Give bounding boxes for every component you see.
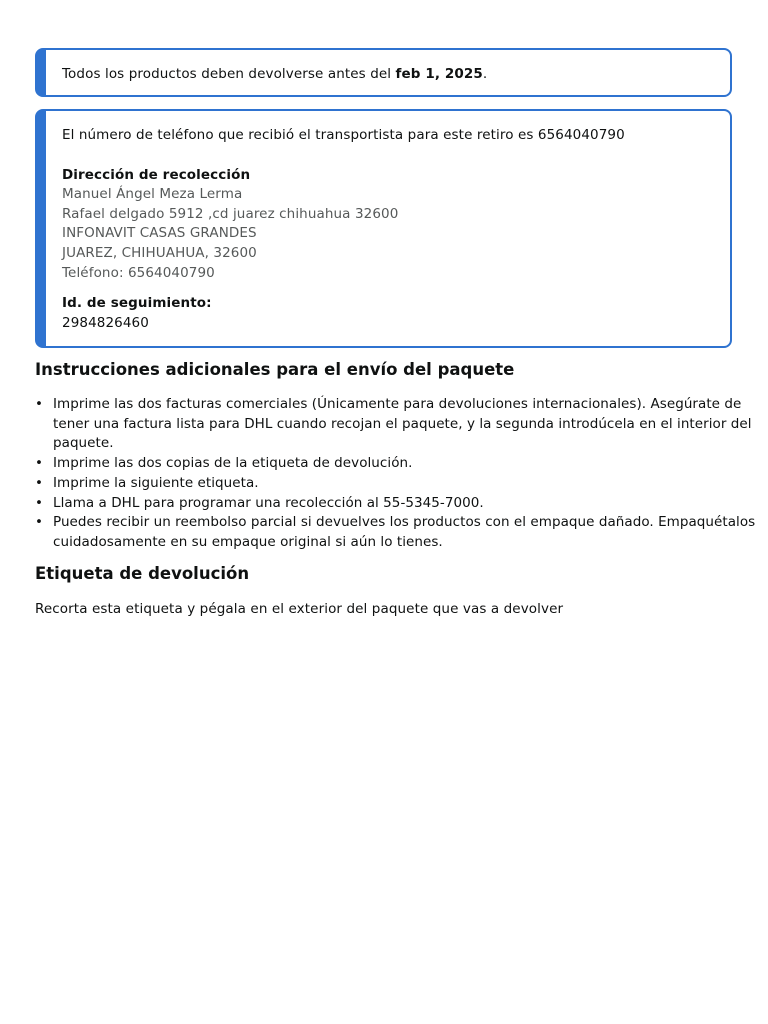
list-item	[35, 494, 735, 514]
return-label-title: Etiqueta de devolución	[35, 564, 250, 583]
list-item-line: Imprime la siguiente etiqueta.	[53, 474, 259, 491]
deadline-date: feb 1, 2025	[395, 66, 483, 82]
list-item-line: Puedes recibir un reembolso parcial si devuelves los productos con el empaque dañado. Empaquétalos	[53, 514, 756, 531]
list-item	[35, 474, 735, 494]
list-item	[35, 395, 752, 454]
list-item	[35, 454, 735, 474]
bullet-marker: •	[35, 494, 44, 511]
address-line-phone: Teléfono: 6564040790	[62, 264, 215, 281]
list-item-line: Imprime las dos facturas comerciales (Únicamente para devoluciones internacionales). Asegúrate de	[53, 396, 742, 412]
tracking-label: Id. de seguimiento:	[62, 295, 212, 312]
deadline-prefix: Todos los productos deben devolverse antes del	[62, 66, 396, 82]
bullet-marker: •	[35, 514, 44, 531]
address-line-neighborhood: INFONAVIT CASAS GRANDES	[62, 225, 257, 242]
list-item-line: Llama a DHL para programar una recolección al 55-5345-7000.	[53, 494, 484, 511]
list-item-line: tener una factura lista para DHL cuando recojan el paquete, y la segunda introdúcela en el interior del	[53, 415, 752, 432]
list-item	[35, 513, 756, 552]
address-line-street: Rafael delgado 5912 ,cd juarez chihuahua 32600	[62, 205, 399, 222]
carrier-phone-notice: El número de teléfono que recibió el transportista para este retiro es 6564040790	[62, 127, 625, 143]
tracking-id: 2984826460	[62, 314, 149, 331]
deadline-suffix: .	[482, 66, 488, 82]
list-item-line: cuidadosamente en su empaque original si aún lo tienes.	[53, 533, 443, 550]
bullet-marker: •	[35, 396, 44, 412]
list-item-line: paquete.	[53, 435, 114, 452]
address-line-name: Manuel Ángel Meza Lerma	[62, 186, 243, 203]
list-item-line: Imprime las dos copias de la etiqueta de devolución.	[53, 455, 413, 472]
deadline-text	[62, 65, 716, 85]
address-line-city: JUAREZ, CHIHUAHUA, 32600	[62, 244, 257, 261]
deadline-alert	[35, 48, 732, 97]
instructions-title: Instrucciones adicionales para el envío del paquete	[35, 360, 515, 379]
instructions-list	[35, 395, 756, 553]
return-label-instruction: Recorta esta etiqueta y pégala en el exterior del paquete que vas a devolver	[35, 601, 564, 617]
pickup-address-heading: Dirección de recolección	[62, 166, 251, 183]
bullet-marker: •	[35, 474, 44, 491]
pickup-alert	[35, 109, 732, 348]
bullet-marker: •	[35, 455, 44, 472]
